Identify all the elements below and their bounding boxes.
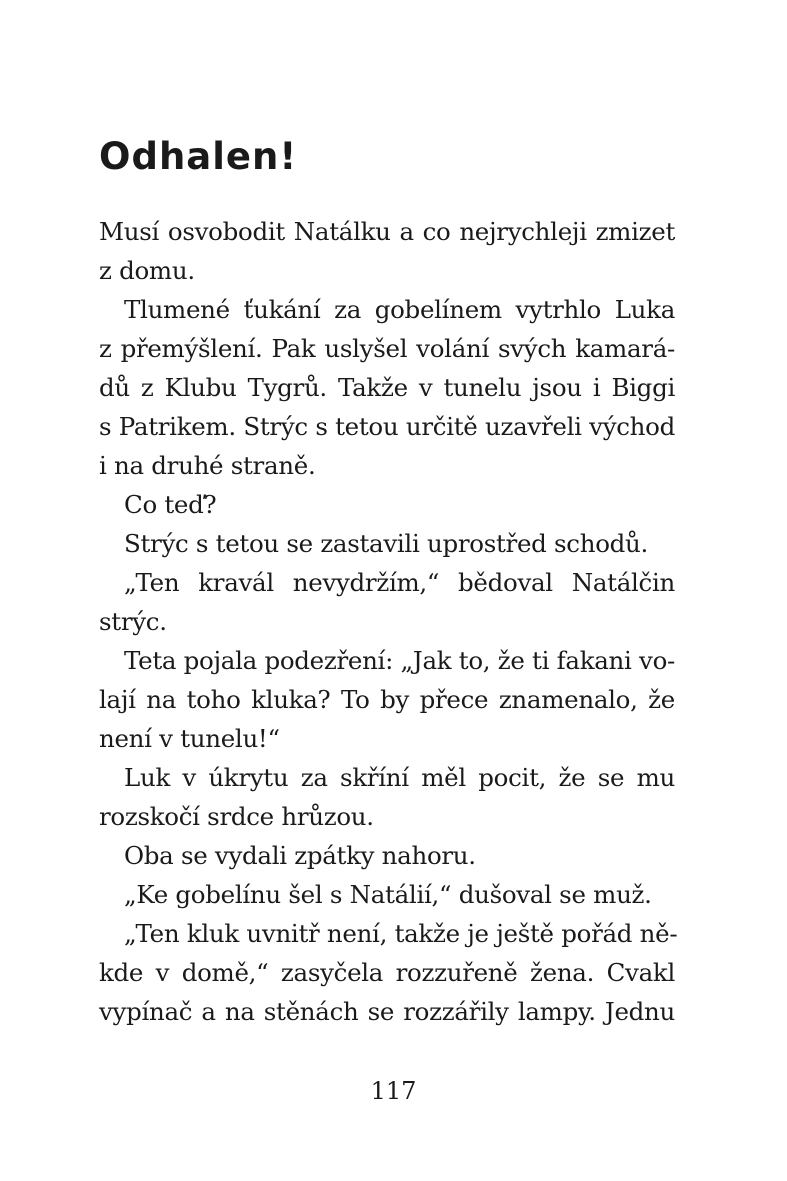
text-line: vypínač a na stěnách se rozzářily lampy. Jednu xyxy=(99,997,675,1026)
text-line: Tlumené ťukání za gobelínem vytrhlo Luka xyxy=(124,295,675,324)
text-line: lají na toho kluka? To by přece znamenalo, že xyxy=(99,685,675,714)
text-line: Oba se vydali zpátky nahoru. xyxy=(124,841,476,870)
text-line: i na druhé straně. xyxy=(99,451,316,480)
text-line: z domu. xyxy=(99,256,195,285)
text-line: Luk v úkrytu za skříní měl pocit, že se mu xyxy=(124,763,675,792)
text-line: kde v domě,“ zasyčela rozzuřeně žena. Cvakl xyxy=(99,958,675,987)
text-line: s Patrikem. Strýc s tetou určitě uzavřeli východ xyxy=(99,412,675,441)
text-line: „Ten kravál nevydržím,“ bědoval Natálčin xyxy=(124,568,675,597)
text-line: „Ten kluk uvnitř není, takže je ještě pořád ně- xyxy=(124,919,678,948)
text-line: Musí osvobodit Natálku a co nejrychleji zmizet xyxy=(99,217,675,246)
text-line: z přemýšlení. Pak uslyšel volání svých kamará- xyxy=(99,334,675,363)
text-line: Strýc s tetou se zastavili uprostřed schodů. xyxy=(124,529,648,558)
text-line: Co teď? xyxy=(124,490,217,519)
text-line: strýc. xyxy=(99,607,167,636)
text-line: dů z Klubu Tygrů. Takže v tunelu jsou i Biggi xyxy=(99,373,675,402)
text-line: „Ke gobelínu šel s Natálií,“ dušoval se muž. xyxy=(124,880,652,909)
body-text xyxy=(99,212,678,1031)
text-line: Teta pojala podezření: „Jak to, že ti fakani vo- xyxy=(124,646,676,675)
text-line: rozskočí srdce hrůzou. xyxy=(99,802,374,831)
page-number: 117 xyxy=(370,1077,417,1105)
chapter-title: Odhalen! xyxy=(99,135,298,178)
text-line: není v tunelu!“ xyxy=(99,724,280,753)
